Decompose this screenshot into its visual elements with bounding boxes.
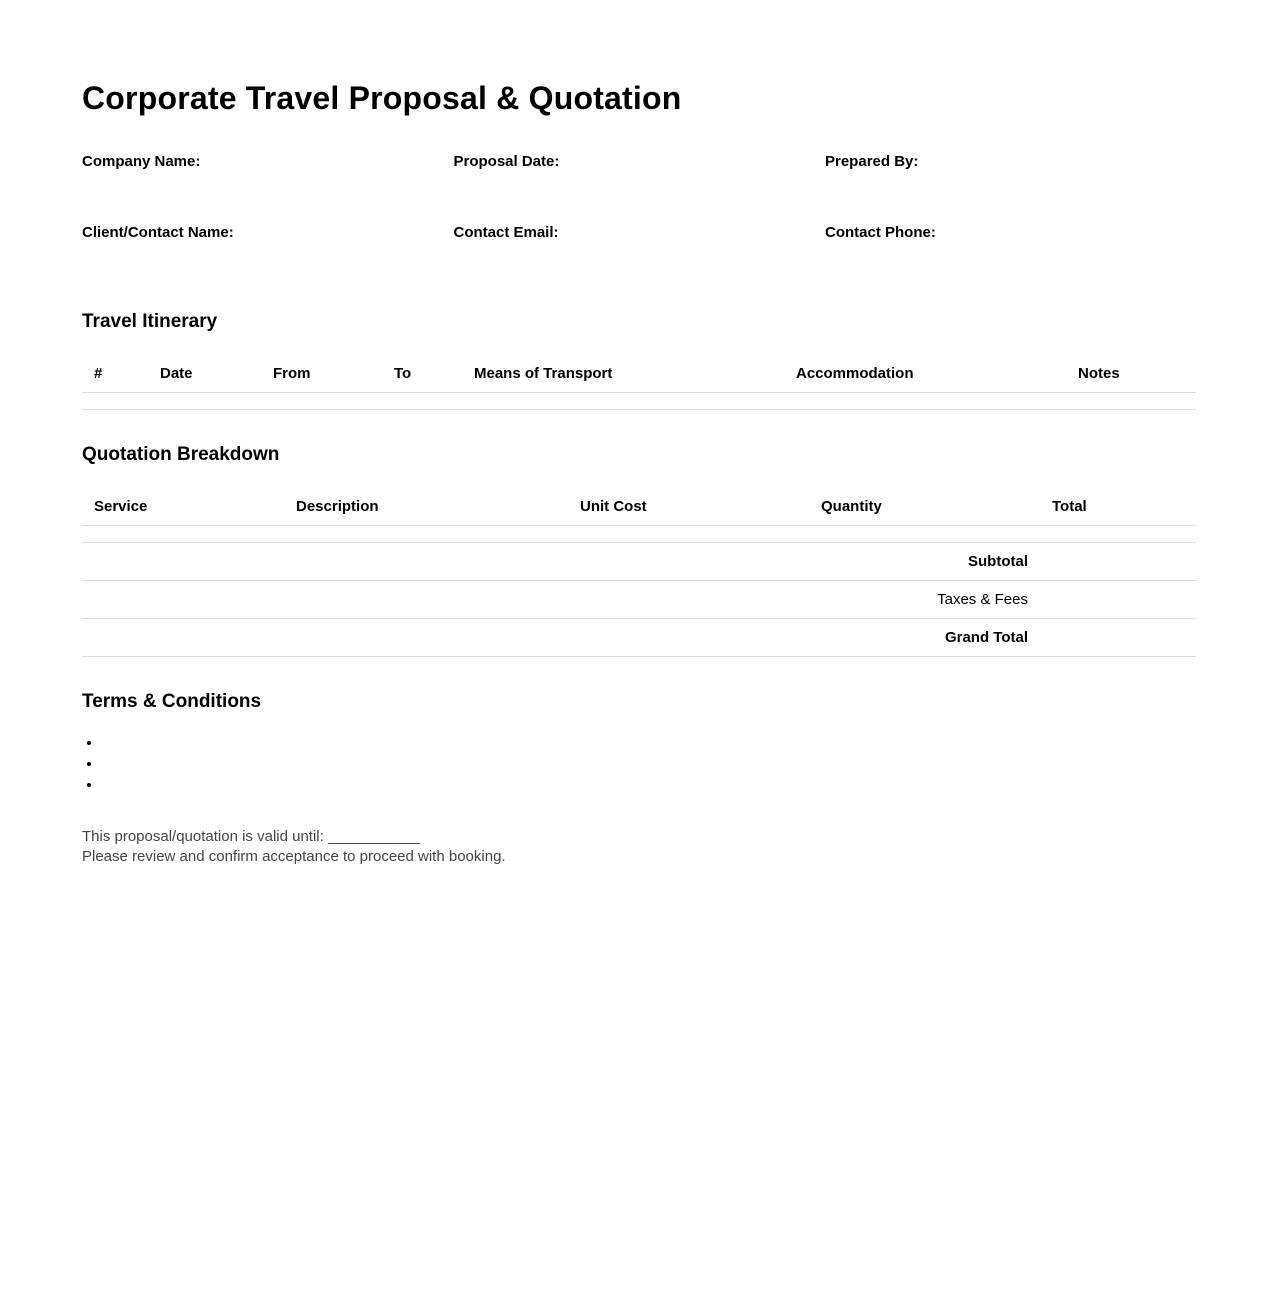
itinerary-empty-row (82, 392, 1196, 409)
taxes-fees-value (1040, 580, 1196, 618)
terms-list (82, 732, 102, 795)
quotation-header-row (82, 489, 1196, 525)
itinerary-header-row (82, 356, 1196, 392)
taxes-fees-label: Taxes & Fees (82, 580, 1040, 618)
client-contact-name-label: Client/Contact Name: (82, 224, 234, 241)
subtotal-label: Subtotal (82, 542, 1040, 580)
quotation-table (82, 489, 1196, 657)
grand-total-value (1040, 618, 1196, 656)
proposal-date-label: Proposal Date: (453, 153, 560, 170)
grand-total-label: Grand Total (82, 618, 1040, 656)
col-accommodation: Accommodation (784, 356, 1066, 392)
col-from: From (261, 356, 382, 392)
subtotal-value (1040, 542, 1196, 580)
col-description: Description (284, 489, 568, 525)
quotation-empty-row (82, 525, 1196, 542)
col-transport: Means of Transport (462, 356, 784, 392)
contact-email-label: Contact Email: (453, 224, 559, 241)
col-notes: Notes (1066, 356, 1196, 392)
grand-total-row (82, 618, 1196, 656)
terms-section-title: Terms & Conditions (82, 691, 262, 712)
footer-note (82, 827, 506, 867)
confirmation-text: Please review and confirm acceptance to proceed with booking. (82, 848, 506, 865)
page-title: Corporate Travel Proposal & Quotation (82, 80, 682, 116)
validity-text: This proposal/quotation is valid until: ___________ (82, 828, 420, 845)
itinerary-section-title: Travel Itinerary (82, 311, 218, 332)
taxes-fees-row (82, 580, 1196, 618)
col-service: Service (82, 489, 284, 525)
col-number: # (82, 356, 148, 392)
company-name-label: Company Name: (82, 153, 201, 170)
col-total: Total (1040, 489, 1196, 525)
col-quantity: Quantity (809, 489, 1040, 525)
prepared-by-label: Prepared By: (825, 153, 919, 170)
info-fields (82, 153, 1196, 242)
quotation-section-title: Quotation Breakdown (82, 444, 280, 465)
contact-phone-label: Contact Phone: (825, 224, 936, 241)
col-to: To (382, 356, 462, 392)
subtotal-row (82, 542, 1196, 580)
itinerary-table (82, 356, 1196, 410)
col-date: Date (148, 356, 261, 392)
col-unit-cost: Unit Cost (568, 489, 809, 525)
